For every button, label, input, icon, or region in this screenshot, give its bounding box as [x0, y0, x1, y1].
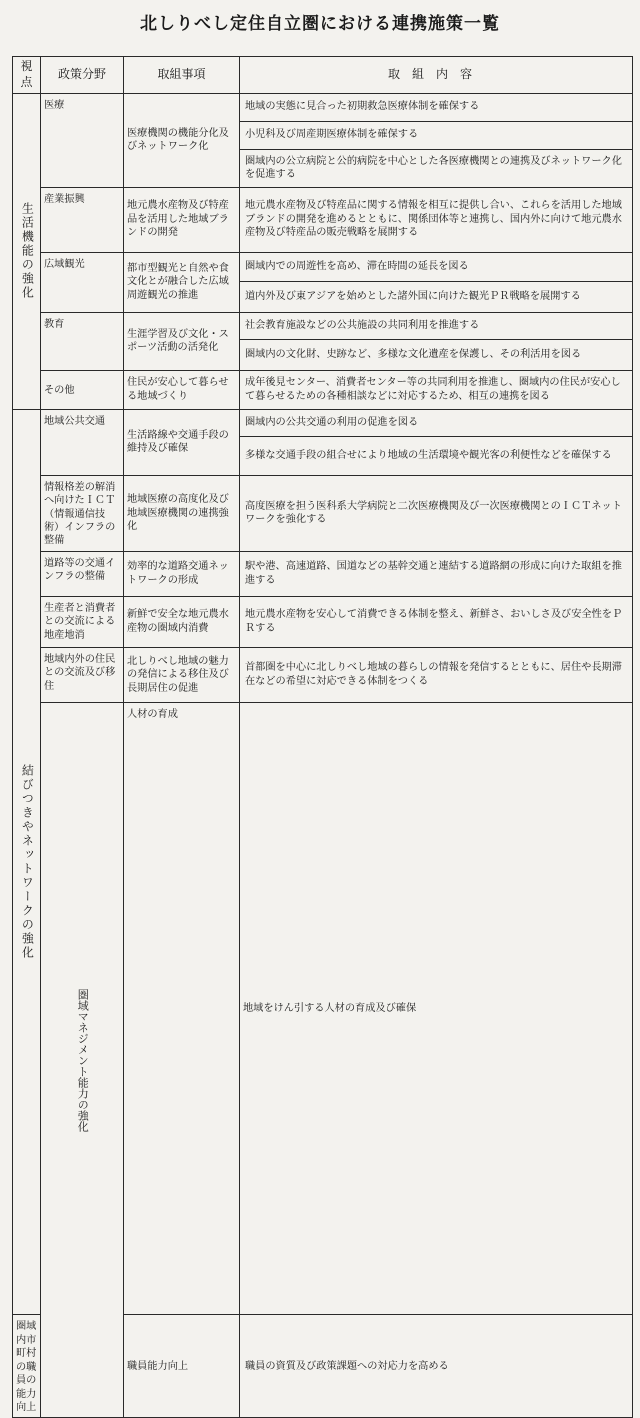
table-row: [13, 312, 633, 339]
content-cell: 多様な交通手段の組合せにより地域の生活環境や観光客の利便性などを確保する: [240, 436, 633, 475]
content-cell: 小児科及び周産期医療体制を確保する: [240, 121, 633, 149]
document-title: 北しりべし定住自立圏における連携施策一覧: [140, 14, 500, 34]
work-human-resources: 地域をけん引する人材の育成及び確保: [240, 702, 633, 1314]
work-ict: 地域医療の高度化及び地域医療機関の連携強化: [124, 475, 240, 551]
work-industry: 地元農水産物及び特産品を活用した地域ブランドの開発: [124, 187, 240, 252]
viewpoint-network: 結びつきやネットワークの強化: [13, 409, 41, 1315]
table-row: [13, 551, 633, 596]
policy-tourism: 広域観光: [41, 252, 124, 312]
content-cell: 首都圏を中心に北しりべし地域の暮らしの情報を発信するとともに、居住や長期滞在などの希望に対応できる体制をつくる: [240, 647, 633, 702]
content-cell: 地元農水産物を安心して消費できる体制を整え、新鮮さ、おいしさ及び安全性をＰＲする: [240, 596, 633, 647]
table-row: [13, 702, 633, 1314]
policy-ict: 情報格差の解消へ向けたＩＣＴ（情報通信技術）インフラの整備: [41, 475, 124, 551]
header-policy: 政策分野: [41, 57, 124, 94]
table-row: [13, 596, 633, 647]
content-cell: 成年後見センター、消費者センター等の共同利用を推進し、圏域内の住民が安心して暮らせるための各種相談などに対応するため、相互の連携を図る: [240, 370, 633, 409]
table-row: [13, 370, 633, 409]
policy-staff: 圏域内市町村の職員の能力向上: [13, 1315, 41, 1418]
work-education: 生涯学習及び文化・スポーツ活動の活発化: [124, 312, 240, 370]
work-local-consumption: 新鮮で安全な地元農水産物の圏域内消費: [124, 596, 240, 647]
content-cell: 地域の実態に見合った初期救急医療体制を確保する: [240, 93, 633, 121]
content-cell: 高度医療を担う医科系大学病院と二次医療機関及び一次医療機関とのＩＣＴネットワークを強化する: [240, 475, 633, 551]
table-row: [13, 252, 633, 281]
policy-industry: 産業振興: [41, 187, 124, 252]
content-cell: 圏域内の文化財、史跡など、多様な文化遺産を保護し、その利活用を図る: [240, 339, 633, 370]
header-viewpoint: 視点: [13, 57, 41, 94]
work-transport: 生活路線や交通手段の維持及び確保: [124, 409, 240, 475]
table-row: [13, 93, 633, 121]
work-other: 住民が安心して暮らせる地域づくり: [124, 370, 240, 409]
viewpoint-management: 圏域マネジメント能力の強化: [41, 702, 124, 1418]
work-medical: 医療機関の機能分化及びネットワーク化: [124, 93, 240, 187]
content-cell: 職員の資質及び政策課題への対応力を高める: [240, 1315, 633, 1418]
content-cell: 社会教育施設などの公共施設の共同利用を推進する: [240, 312, 633, 339]
policy-table: [12, 56, 633, 1418]
policy-local-consumption: 生産者と消費者との交流による地産地消: [41, 596, 124, 647]
work-road: 効率的な道路交通ネットワークの形成: [124, 551, 240, 596]
work-tourism: 都市型観光と自然や食文化とが融合した広域周遊観光の推進: [124, 252, 240, 312]
table-row: [13, 475, 633, 551]
header-content: 取組内容: [240, 57, 633, 94]
table-row: [13, 409, 633, 436]
work-staff: 職員能力向上: [124, 1315, 240, 1418]
table-header-row: [13, 57, 633, 94]
content-cell: 駅や港、高速道路、国道などの基幹交通と連結する道路網の形成に向けた取組を推進する: [240, 551, 633, 596]
policy-transport: 地域公共交通: [41, 409, 124, 475]
viewpoint-life-function: 生活機能の強化: [13, 93, 41, 409]
content-cell: 圏域内の公立病院と公的病院を中心とした各医療機関との連携及びネットワーク化を促進する: [240, 149, 633, 187]
content-cell: 道内外及び東アジアを始めとした諸外国に向けた観光ＰＲ戦略を展開する: [240, 281, 633, 312]
work-migration: 北しりべし地域の魅力の発信による移住及び長期居住の促進: [124, 647, 240, 702]
content-cell: 地元農水産物及び特産品に関する情報を相互に提供し合い、これらを活用した地域ブランドの開発を進めるとともに、関係団体等と連携し、国内外に向けて地元農水産物及び特産品の販売戦略を展開する: [240, 187, 633, 252]
content-cell: 圏域内での周遊性を高め、滞在時間の延長を図る: [240, 252, 633, 281]
content-cell: 圏域内の公共交通の利用の促進を図る: [240, 409, 633, 436]
policy-road: 道路等の交通インフラの整備: [41, 551, 124, 596]
header-work: 取組事項: [124, 57, 240, 94]
policy-medical: 医療: [41, 93, 124, 187]
policy-other: その他: [41, 370, 124, 409]
policy-human-resources: 人材の育成: [124, 702, 240, 1314]
policy-migration: 地域内外の住民との交流及び移住: [41, 647, 124, 702]
table-row: [13, 647, 633, 702]
policy-education: 教育: [41, 312, 124, 370]
table-row: [13, 187, 633, 252]
